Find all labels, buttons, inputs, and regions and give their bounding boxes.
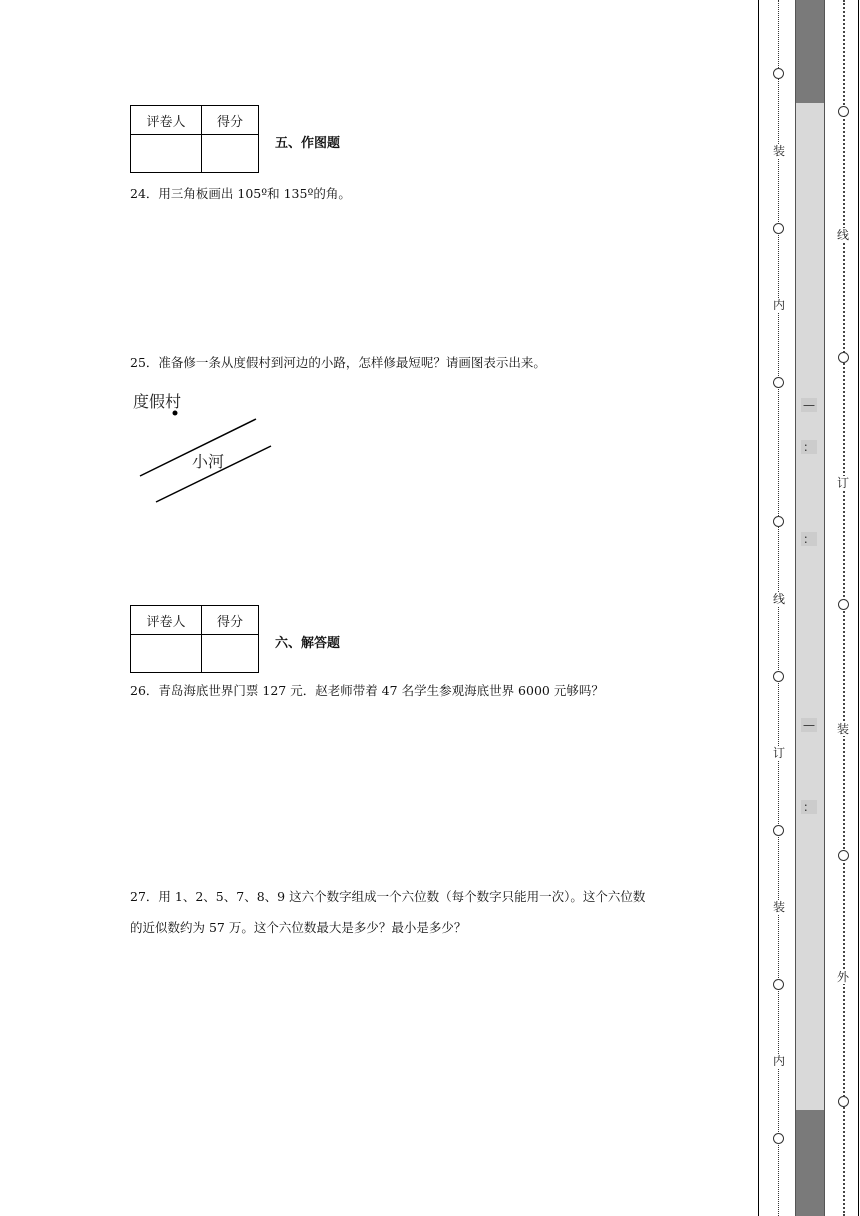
binding-circle-outer <box>838 599 849 610</box>
grader-cell[interactable] <box>131 635 202 673</box>
binding-circle-outer <box>838 352 849 363</box>
binding-dash: — <box>803 718 815 732</box>
section-title-drawing: 五、作图题 <box>275 136 341 151</box>
village-river-figure <box>130 385 290 510</box>
binding-circle <box>773 825 784 836</box>
score-table-section-6 <box>130 605 259 673</box>
binding-char-outer: 外 <box>836 970 849 984</box>
question-27-line-2: 的近似数约为 57 万。这个六位数最大是多少？最小是多少？ <box>130 920 467 935</box>
binding-circle-outer <box>838 106 849 117</box>
binding-dash: ： <box>802 440 815 454</box>
grader-header: 评卷人 <box>131 106 202 135</box>
binding-char: 线 <box>772 592 785 606</box>
question-25: 25．准备修一条从度假村到河边的小路，怎样修最短呢？请画图表示出来。 <box>130 355 546 370</box>
binding-circle <box>773 377 784 388</box>
binding-dash: ： <box>802 800 815 814</box>
binding-char: 订 <box>772 746 785 760</box>
grader-cell[interactable] <box>131 135 202 173</box>
binding-circle <box>773 979 784 990</box>
village-label: 度假村 <box>133 392 182 411</box>
binding-char-outer: 装 <box>836 722 849 736</box>
binding-circle <box>773 68 784 79</box>
binding-circle <box>773 223 784 234</box>
binding-margin <box>758 0 860 1216</box>
river-lines <box>130 385 290 510</box>
binding-char: 装 <box>772 900 785 914</box>
score-cell[interactable] <box>202 635 259 673</box>
score-header: 得分 <box>202 106 259 135</box>
river-bank-upper <box>140 419 256 476</box>
binding-char: 装 <box>772 144 785 158</box>
score-cell[interactable] <box>202 135 259 173</box>
score-table-section-5 <box>130 105 259 173</box>
question-27-line-1: 27．用 1、2、5、7、8、9 这六个数字组成一个六位数（每个数字只能用一次）。这个六位数 <box>130 889 646 904</box>
question-26: 26．青岛海底世界门票 127 元．赵老师带着 47 名学生参观海底世界 6000 元够吗？ <box>130 683 604 698</box>
village-point <box>173 411 178 416</box>
score-header: 得分 <box>202 606 259 635</box>
binding-gray-bar <box>795 0 825 1216</box>
binding-dash: ： <box>802 532 815 546</box>
binding-circle <box>773 516 784 527</box>
binding-char-outer: 订 <box>836 476 849 490</box>
binding-char: 内 <box>772 1054 785 1068</box>
binding-char: 内 <box>772 298 785 312</box>
binding-dash: — <box>803 398 815 412</box>
river-label: 小河 <box>192 452 225 471</box>
grader-header: 评卷人 <box>131 606 202 635</box>
section-title-answers: 六、解答题 <box>275 636 341 651</box>
question-24: 24．用三角板画出 105º和 135º的角。 <box>130 186 351 201</box>
binding-char-outer: 线 <box>836 228 849 242</box>
binding-circle-outer <box>838 1096 849 1107</box>
river-bank-lower <box>156 446 271 502</box>
binding-circle <box>773 1133 784 1144</box>
binding-circle <box>773 671 784 682</box>
binding-circle-outer <box>838 850 849 861</box>
